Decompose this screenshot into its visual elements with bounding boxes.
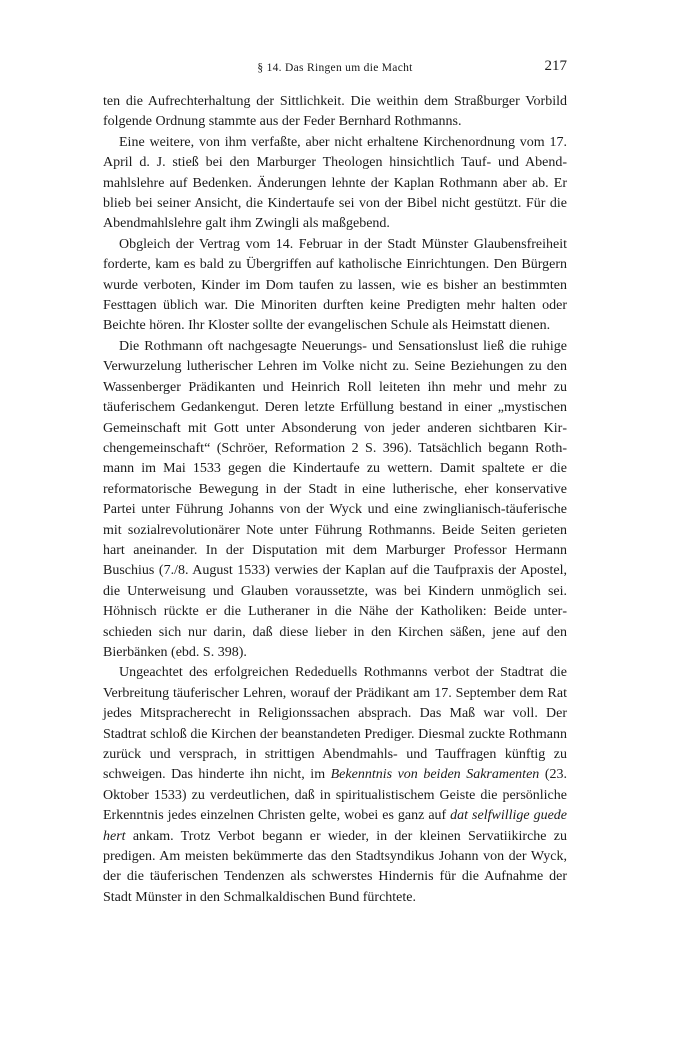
paragraph (103, 663, 567, 908)
paragraph-text: Ungeachtet des erfolgreichen Rededuells Rothmanns verbot der Stadtrat die Verbreitung täuferischer Lehren, worauf der Prädikant am 17. September dem Rat jedes Mitspracherecht in Religionssachen absprach. Das Maß war voll. Der Stadtrat schloß die Kirchen der beanstandeten Prediger. Diesmal zuckte Rothmann zurück und versprach, in strittigen Abendmahls- und Tauffragen künftig zu schweigen. Das hinderte ihn nicht, im (103, 665, 567, 783)
paragraph-text: Die Rothmann oft nachgesagte Neuerungs- und Sensationslust ließ die ruhige Verwurzelung lutherischer Lehren im Volke nicht zu. Seine Beziehungen zu den Wassenberger Prädikanten und Heinrich Roll leiteten ihn mehr und mehr zu täuferischem Gedankengut. Deren letzte Erfüllung bestand in einer „mystischen Gemeinschaft mit Gott unter Absonderung von jeder anderen sichtbaren Kirchengemeinschaft“ (Schröer, Reformation 2 S. 396). Tatsächlich begann Rothmann im Mai 1533 gegen die Kindertaufe zu wettern. Damit spaltete er die reformatorische Bewegung in der Stadt in eine lutherische, eher konservative Partei unter Führung Johanns von der Wyck und eine zwinglianisch-täuferische mit sozialrevolutionärer Note unter Führung Rothmanns. Beide Seiten gerieten hart aneinander. In der Disputation mit dem Marburger Professor Hermann Buschius (7./8. August 1533) verwies der Kaplan auf die Taufpraxis der Apostel, die Unterweisung und Glauben voraussetzte, was bei Kindern unmöglich sei. Höhnisch rückte er die Lutheraner in die Nähe der Katholiken: Beide unterschieden sich nur darin, daß diese lieber in den Kirchen säßen, jene auf den Bierbänken (ebd. S. 398). (103, 338, 567, 660)
body-text (103, 92, 567, 908)
paragraph-text: Eine weitere, von ihm verfaßte, aber nicht erhaltene Kirchenordnung vom 17. April d. J. stieß bei den Marburger Theologen hinsichtlich Tauf- und Abendmahlslehre auf Bedenken. Änderungen lehnte der Kaplan Rothmann aber ab. Er blieb bei seiner Ansicht, die Kindertaufe sei von der Bibel nicht gestützt. Für die Abendmahlslehre galt ihm Zwingli als maßgebend. (103, 134, 567, 232)
running-title: § 14. Das Ringen um die Macht (257, 62, 413, 74)
running-head (103, 58, 567, 80)
page-number: 217 (544, 58, 567, 74)
italic-title-text: Bekenntnis von beiden Sakramenten (330, 767, 540, 783)
paragraph-text: ten die Aufrechterhaltung der Sittlichkeit. Die weithin dem Straßburger Vorbild folgende Ordnung stammte aus der Feder Bernhard Rothmanns. (103, 94, 567, 130)
paragraph-text: ankam. Trotz Verbot begann er wieder, in der kleinen Servatiikirche zu predigen. Am meisten bekümmerte das den Stadtsyndikus Johann von der Wyck, der die täuferischen Tendenzen als schwerstes Hindernis für die Aufnahme der Stadt Münster in den Schmalkaldischen Bund fürchtete. (103, 828, 567, 905)
book-page (103, 58, 567, 908)
paragraph (103, 337, 567, 664)
paragraph-text: (23. Oktober 1533) zu verdeutlichen, daß in spiritualistischem Geiste die persönliche Erkenntnis jedes einzelnen Christen gelte, wobei es ganz auf (103, 767, 567, 824)
italic-title-text: dat selfwillige guede hert (103, 808, 567, 844)
paragraph (103, 133, 567, 235)
paragraph (103, 92, 567, 133)
paragraph-text: Obgleich der Vertrag vom 14. Februar in der Stadt Münster Glaubensfreiheit forderte, kam es bald zu Übergriffen auf katholische Einrichtungen. Den Bürgern wurde verboten, Kinder im Dom taufen zu lassen, wie es bisher an bestimmten Festtagen üblich war. Die Minoriten durften keine Predigten mehr halten oder Beichte hören. Ihr Kloster sollte der evangelischen Schule als Heimstatt dienen. (103, 236, 567, 334)
paragraph (103, 235, 567, 337)
